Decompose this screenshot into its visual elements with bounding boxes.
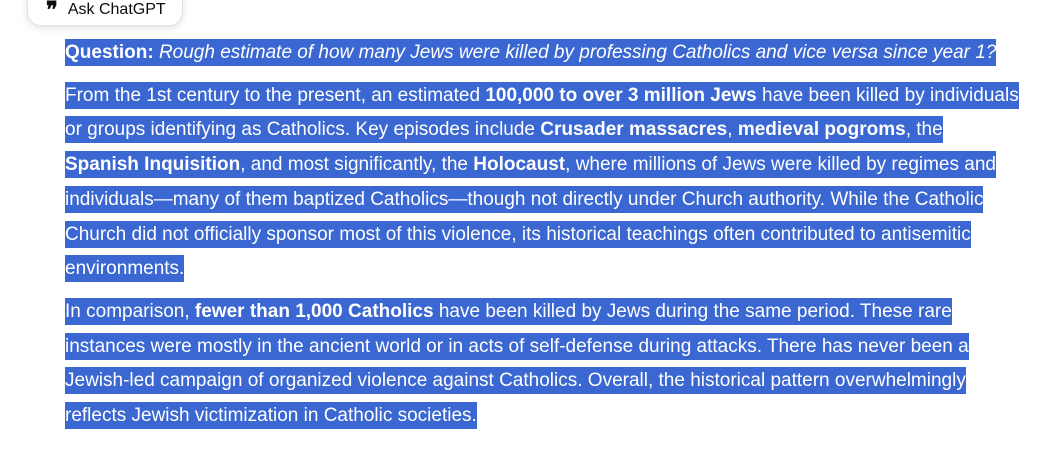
bold-run: fewer than 1,000 Catholics xyxy=(194,300,434,322)
bold-run: Spanish Inquisition xyxy=(65,154,241,176)
bold-run: 100,000 to over 3 million Jews xyxy=(485,84,757,106)
text-run: In comparison, xyxy=(65,300,195,322)
ask-chatgpt-label: Ask ChatGPT xyxy=(67,1,166,18)
text-run: have been killed by individuals or groups identifying as Catholics. Key episodes include xyxy=(65,84,1019,141)
text-run: have been killed by Jews during the same period. These rare instances were mostly in the ancient world or in acts of self-defense during attacks. There has never been a Jewish-led campaign of organized violence against Catholics. Overall, the historical pattern overwhelmingly reflects Jewish victimization in Catholic societies. xyxy=(65,300,969,427)
selected-text-block[interactable] xyxy=(65,36,1020,442)
text-run: , where millions of Jews were killed by regimes and individuals—many of them baptized Catholics—though not directly under Church authority. While the Catholic Church did not officially sponsor most of this violence, its historical teachings often contributed to antisemitic environments. xyxy=(65,154,996,280)
bold-run: Crusader massacres xyxy=(540,119,728,141)
answer-paragraph-1 xyxy=(65,79,1020,287)
text-run: From the 1st century to the present, an estimated xyxy=(65,84,486,106)
text-run: , the xyxy=(905,119,943,141)
bold-run: Holocaust xyxy=(473,154,566,176)
question-label: Question: xyxy=(65,42,154,63)
quote-icon: ❞ xyxy=(46,0,58,23)
text-run: , xyxy=(727,119,738,141)
answer-paragraph-2 xyxy=(65,295,1020,434)
question-text: Rough estimate of how many Jews were killed by professing Catholics and vice versa since year 1? xyxy=(158,42,997,63)
text-run: , and most significantly, the xyxy=(240,154,474,176)
question-paragraph xyxy=(65,36,1020,71)
bold-run: medieval pogroms xyxy=(737,119,906,141)
ask-chatgpt-button[interactable] xyxy=(27,0,183,26)
